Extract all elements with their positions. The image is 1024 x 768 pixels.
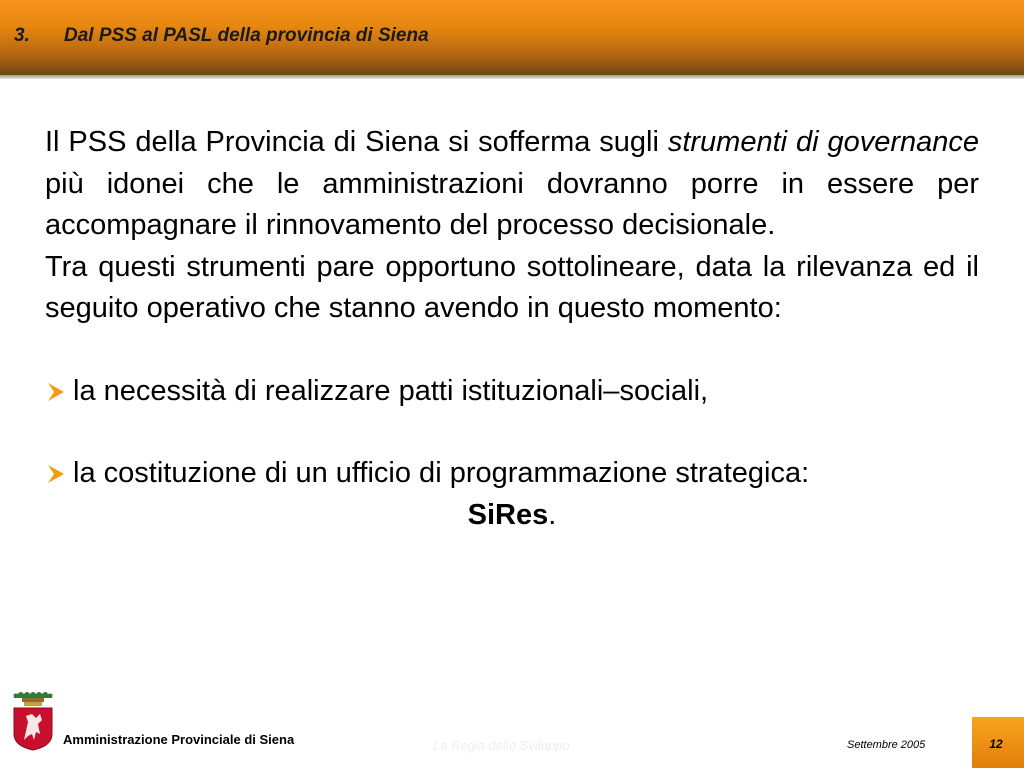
footer-subtitle: La Regia dello Sviluppo — [433, 738, 570, 753]
bullet-item-2-text: la costituzione di un ufficio di programmazione strategica: — [73, 457, 810, 489]
section-number: 3. — [14, 25, 30, 46]
page-number-box — [972, 717, 1024, 768]
siena-province-emblem-icon — [8, 690, 58, 752]
bullet-item-2-conclusion — [45, 495, 979, 537]
paragraph-2: Tra questi strumenti pare opportuno sottolineare, data la rilevanza ed il seguito operativo che stanno avendo in questo momento: — [45, 250, 979, 324]
bullet-item-2 — [45, 453, 979, 495]
footer-date: Settembre 2005 — [847, 739, 926, 751]
paragraph-1-start: Il PSS della Provincia di Siena si sofferma sugli — [45, 126, 668, 158]
organization-name: Amministrazione Provinciale di Siena — [63, 732, 295, 747]
section-title: Dal PSS al PASL della provincia di Siena — [64, 25, 429, 46]
sires-label: SiRes — [467, 498, 549, 531]
sires-period: . — [548, 498, 557, 531]
arrow-bullet-icon — [48, 465, 64, 483]
paragraph-1-emphasis: strumenti di governance — [667, 126, 980, 158]
header-divider — [0, 75, 1024, 79]
slide-body — [45, 122, 979, 536]
slide-title — [14, 25, 429, 47]
page-number: 12 — [989, 737, 1003, 751]
paragraph-1-end: più idonei che le amministrazioni dovranno porre in essere per accompagnare il rinnovamento del processo decisionale. — [45, 167, 979, 241]
bullet-item-1-text: la necessità di realizzare patti istituzionali–sociali, — [73, 374, 709, 407]
bullet-item-1 — [45, 371, 979, 413]
paragraph-1 — [45, 122, 979, 247]
arrow-bullet-icon — [48, 383, 64, 401]
